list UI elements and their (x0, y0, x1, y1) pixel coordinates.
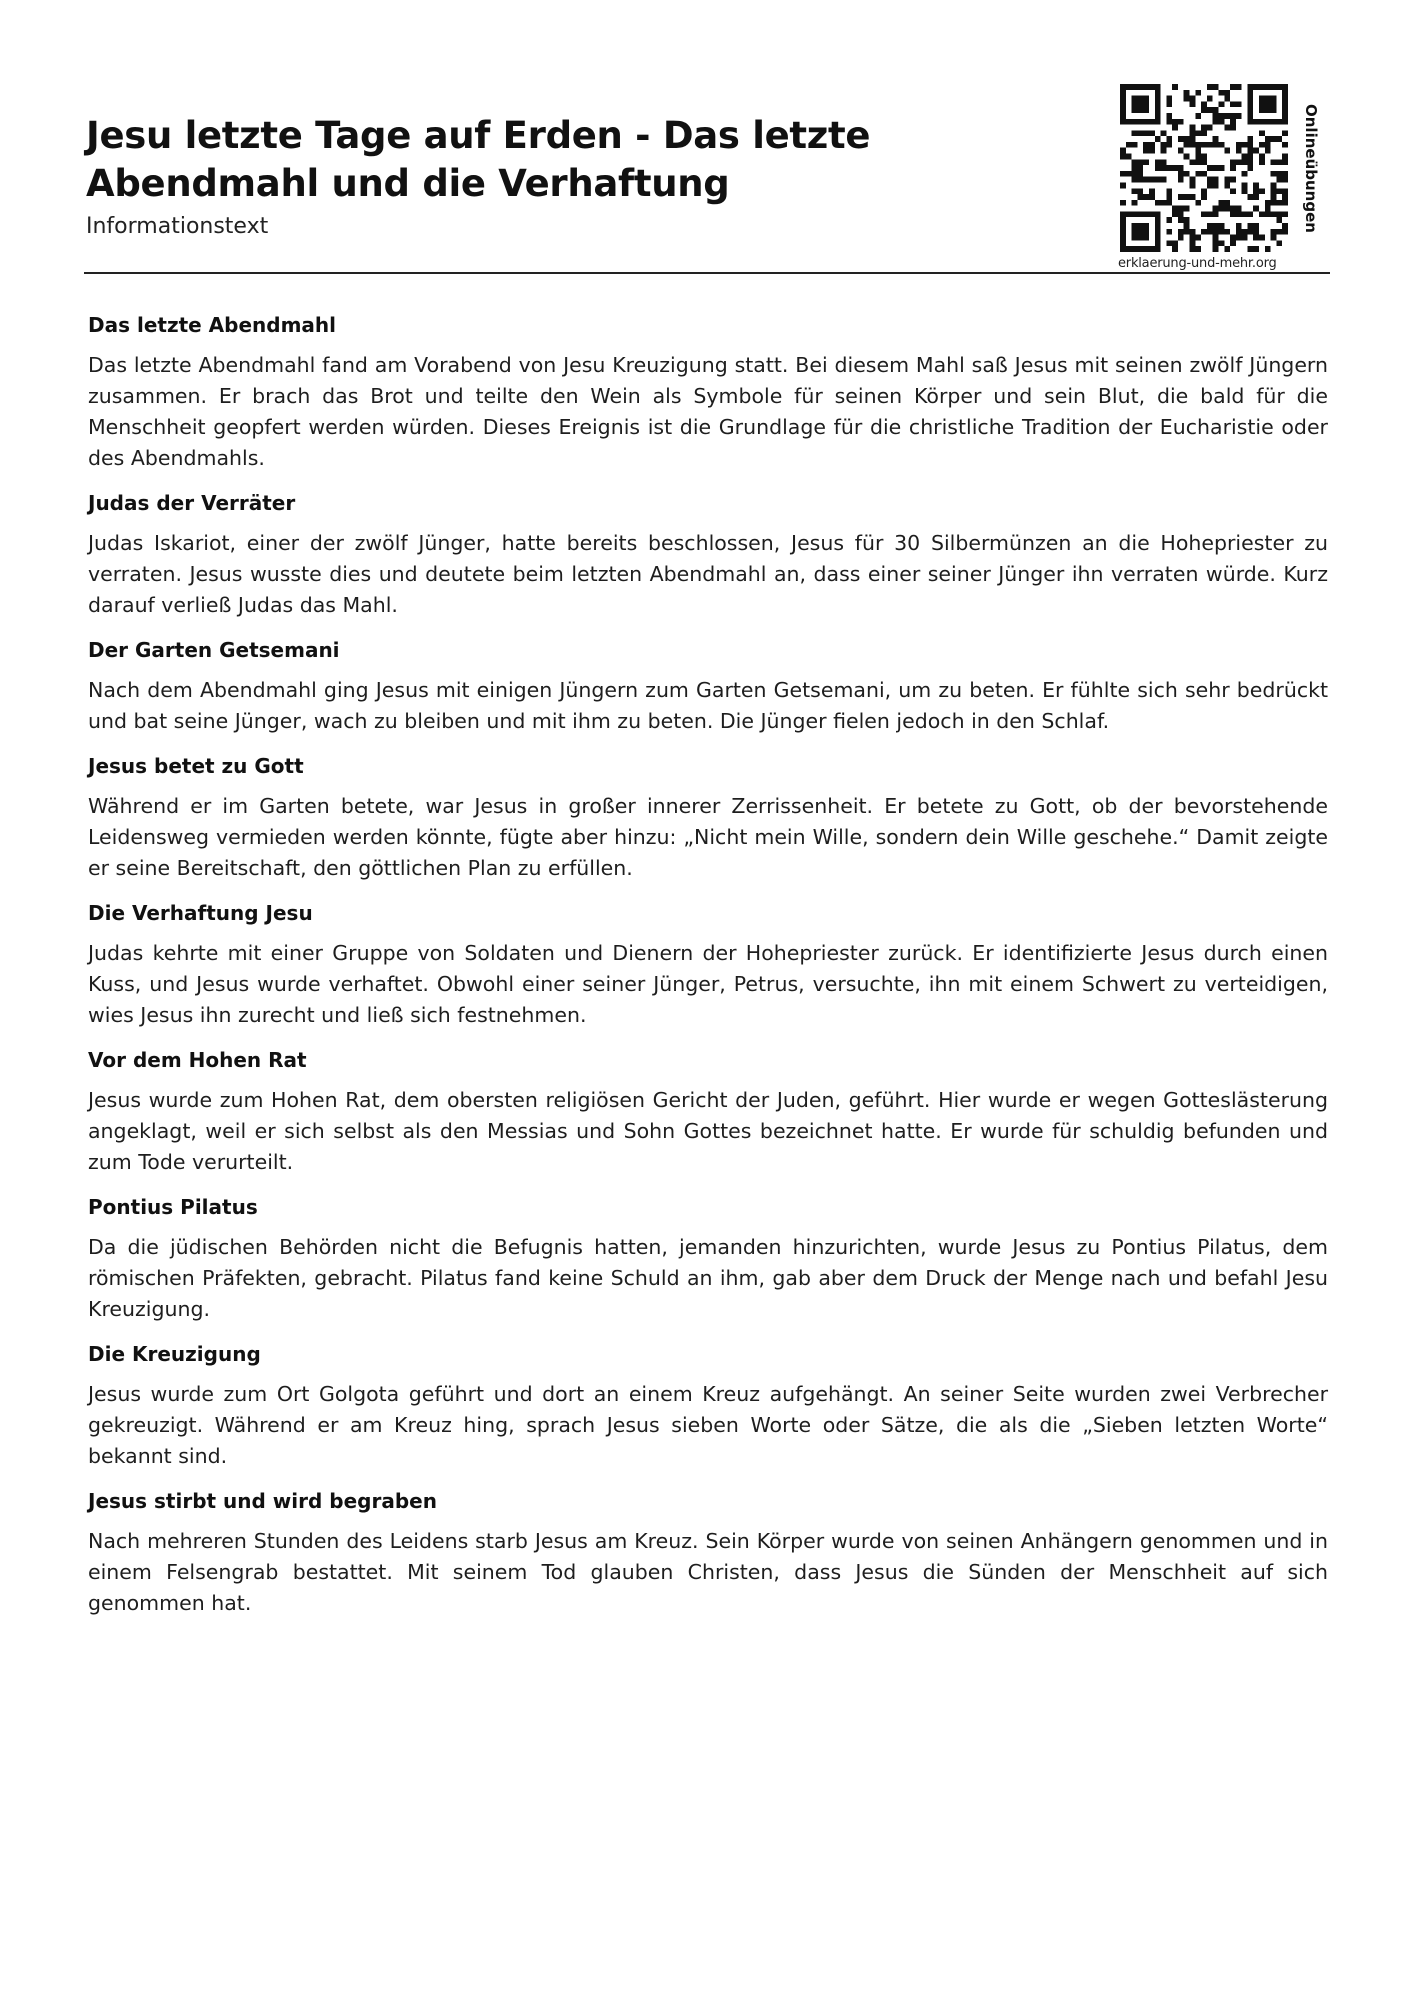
section-heading: Vor dem Hohen Rat (88, 1048, 307, 1072)
document-header (86, 112, 1086, 242)
section-text: Nach mehreren Stunden des Leidens starb Jesus am Kreuz. Sein Körper wurde von seinen Anhängern genommen und in einem Felsengrab bestattet. Mit seinem Tod glauben Christen, dass Jesus die Sünden der Menschheit auf sich genommen hat. (88, 1529, 1328, 1615)
section-last-supper (88, 310, 1328, 474)
section-death-burial (88, 1486, 1328, 1619)
section-text: Jesus wurde zum Hohen Rat, dem obersten religiösen Gericht der Juden, geführt. Hier wurde er wegen Gotteslästerung angeklagt, weil er sich selbst als den Messias und Sohn Gottes bezeichnet hatte. Er wurde für schuldig befunden und zum Tode verurteilt. (88, 1088, 1328, 1174)
section-judas (88, 488, 1328, 621)
section-heading: Pontius Pilatus (88, 1195, 258, 1219)
section-prayer (88, 751, 1328, 884)
header-divider (84, 272, 1330, 274)
section-heading: Judas der Verräter (88, 491, 296, 515)
section-text: Das letzte Abendmahl fand am Vorabend von Jesu Kreuzigung statt. Bei diesem Mahl saß Jesus mit seinen zwölf Jüngern zusammen. Er brach das Brot und teilte den Wein als Symbole für seinen Körper und sein Blut, die bald für die Menschheit geopfert werden würden. Dieses Ereignis ist die Grundlage für die christliche Tradition der Eucharistie oder des Abendmahls. (88, 353, 1328, 470)
section-sanhedrin (88, 1045, 1328, 1178)
section-heading: Die Verhaftung Jesu (88, 901, 313, 925)
section-text: Judas Iskariot, einer der zwölf Jünger, hatte bereits beschlossen, Jesus für 30 Silbermünzen an die Hohepriester zu verraten. Jesus wusste dies und deutete beim letzten Abendmahl an, dass einer seiner Jünger ihn verraten würde. Kurz darauf verließ Judas das Mahl. (88, 531, 1328, 617)
qr-code-icon (1120, 84, 1288, 252)
section-text: Nach dem Abendmahl ging Jesus mit einigen Jüngern zum Garten Getsemani, um zu beten. Er fühlte sich sehr bedrückt und bat seine Jünger, wach zu bleiben und mit ihm zu beten. Die Jünger fielen jedoch in den Schlaf. (88, 678, 1328, 733)
section-heading: Der Garten Getsemani (88, 638, 340, 662)
document-body (88, 310, 1328, 1633)
section-heading: Das letzte Abendmahl (88, 313, 337, 337)
section-heading: Jesus stirbt und wird begraben (88, 1489, 437, 1513)
section-heading: Die Kreuzigung (88, 1342, 261, 1366)
online-exercises-label: Onlineübungen (1302, 104, 1320, 233)
title-line-2: Abendmahl und die Verhaftung (86, 162, 730, 205)
section-crucifixion (88, 1339, 1328, 1472)
section-gethsemane (88, 635, 1328, 737)
website-url[interactable]: erklaerung-und-mehr.org (1118, 256, 1277, 271)
section-text: Jesus wurde zum Ort Golgota geführt und dort an einem Kreuz aufgehängt. An seiner Seite wurden zwei Verbrecher gekreuzigt. Während er am Kreuz hing, sprach Jesus sieben Worte oder Sätze, die als die „Sieben letzten Worte“ bekannt sind. (88, 1382, 1328, 1468)
section-text: Da die jüdischen Behörden nicht die Befugnis hatten, jemanden hinzurichten, wurde Jesus zu Pontius Pilatus, dem römischen Präfekten, gebracht. Pilatus fand keine Schuld an ihm, gab aber dem Druck der Menge nach und befahl Jesu Kreuzigung. (88, 1235, 1328, 1321)
section-text: Während er im Garten betete, war Jesus in großer innerer Zerrissenheit. Er betete zu Gott, ob der bevorstehende Leidensweg vermieden werden könnte, fügte aber hinzu: „Nicht mein Wille, sondern dein Wille geschehe.“ Damit zeigte er seine Bereitschaft, den göttlichen Plan zu erfüllen. (88, 794, 1328, 880)
section-arrest (88, 898, 1328, 1031)
title-line-1: Jesu letzte Tage auf Erden - Das letzte (86, 114, 871, 157)
section-heading: Jesus betet zu Gott (88, 754, 304, 778)
section-text: Judas kehrte mit einer Gruppe von Soldaten und Dienern der Hohepriester zurück. Er identifizierte Jesus durch einen Kuss, und Jesus wurde verhaftet. Obwohl einer seiner Jünger, Petrus, versuchte, ihn mit einem Schwert zu verteidigen, wies Jesus ihn zurecht und ließ sich festnehmen. (88, 941, 1328, 1027)
document-subtitle: Informationstext (86, 214, 269, 239)
section-pilate (88, 1192, 1328, 1325)
document-title (86, 112, 1086, 208)
